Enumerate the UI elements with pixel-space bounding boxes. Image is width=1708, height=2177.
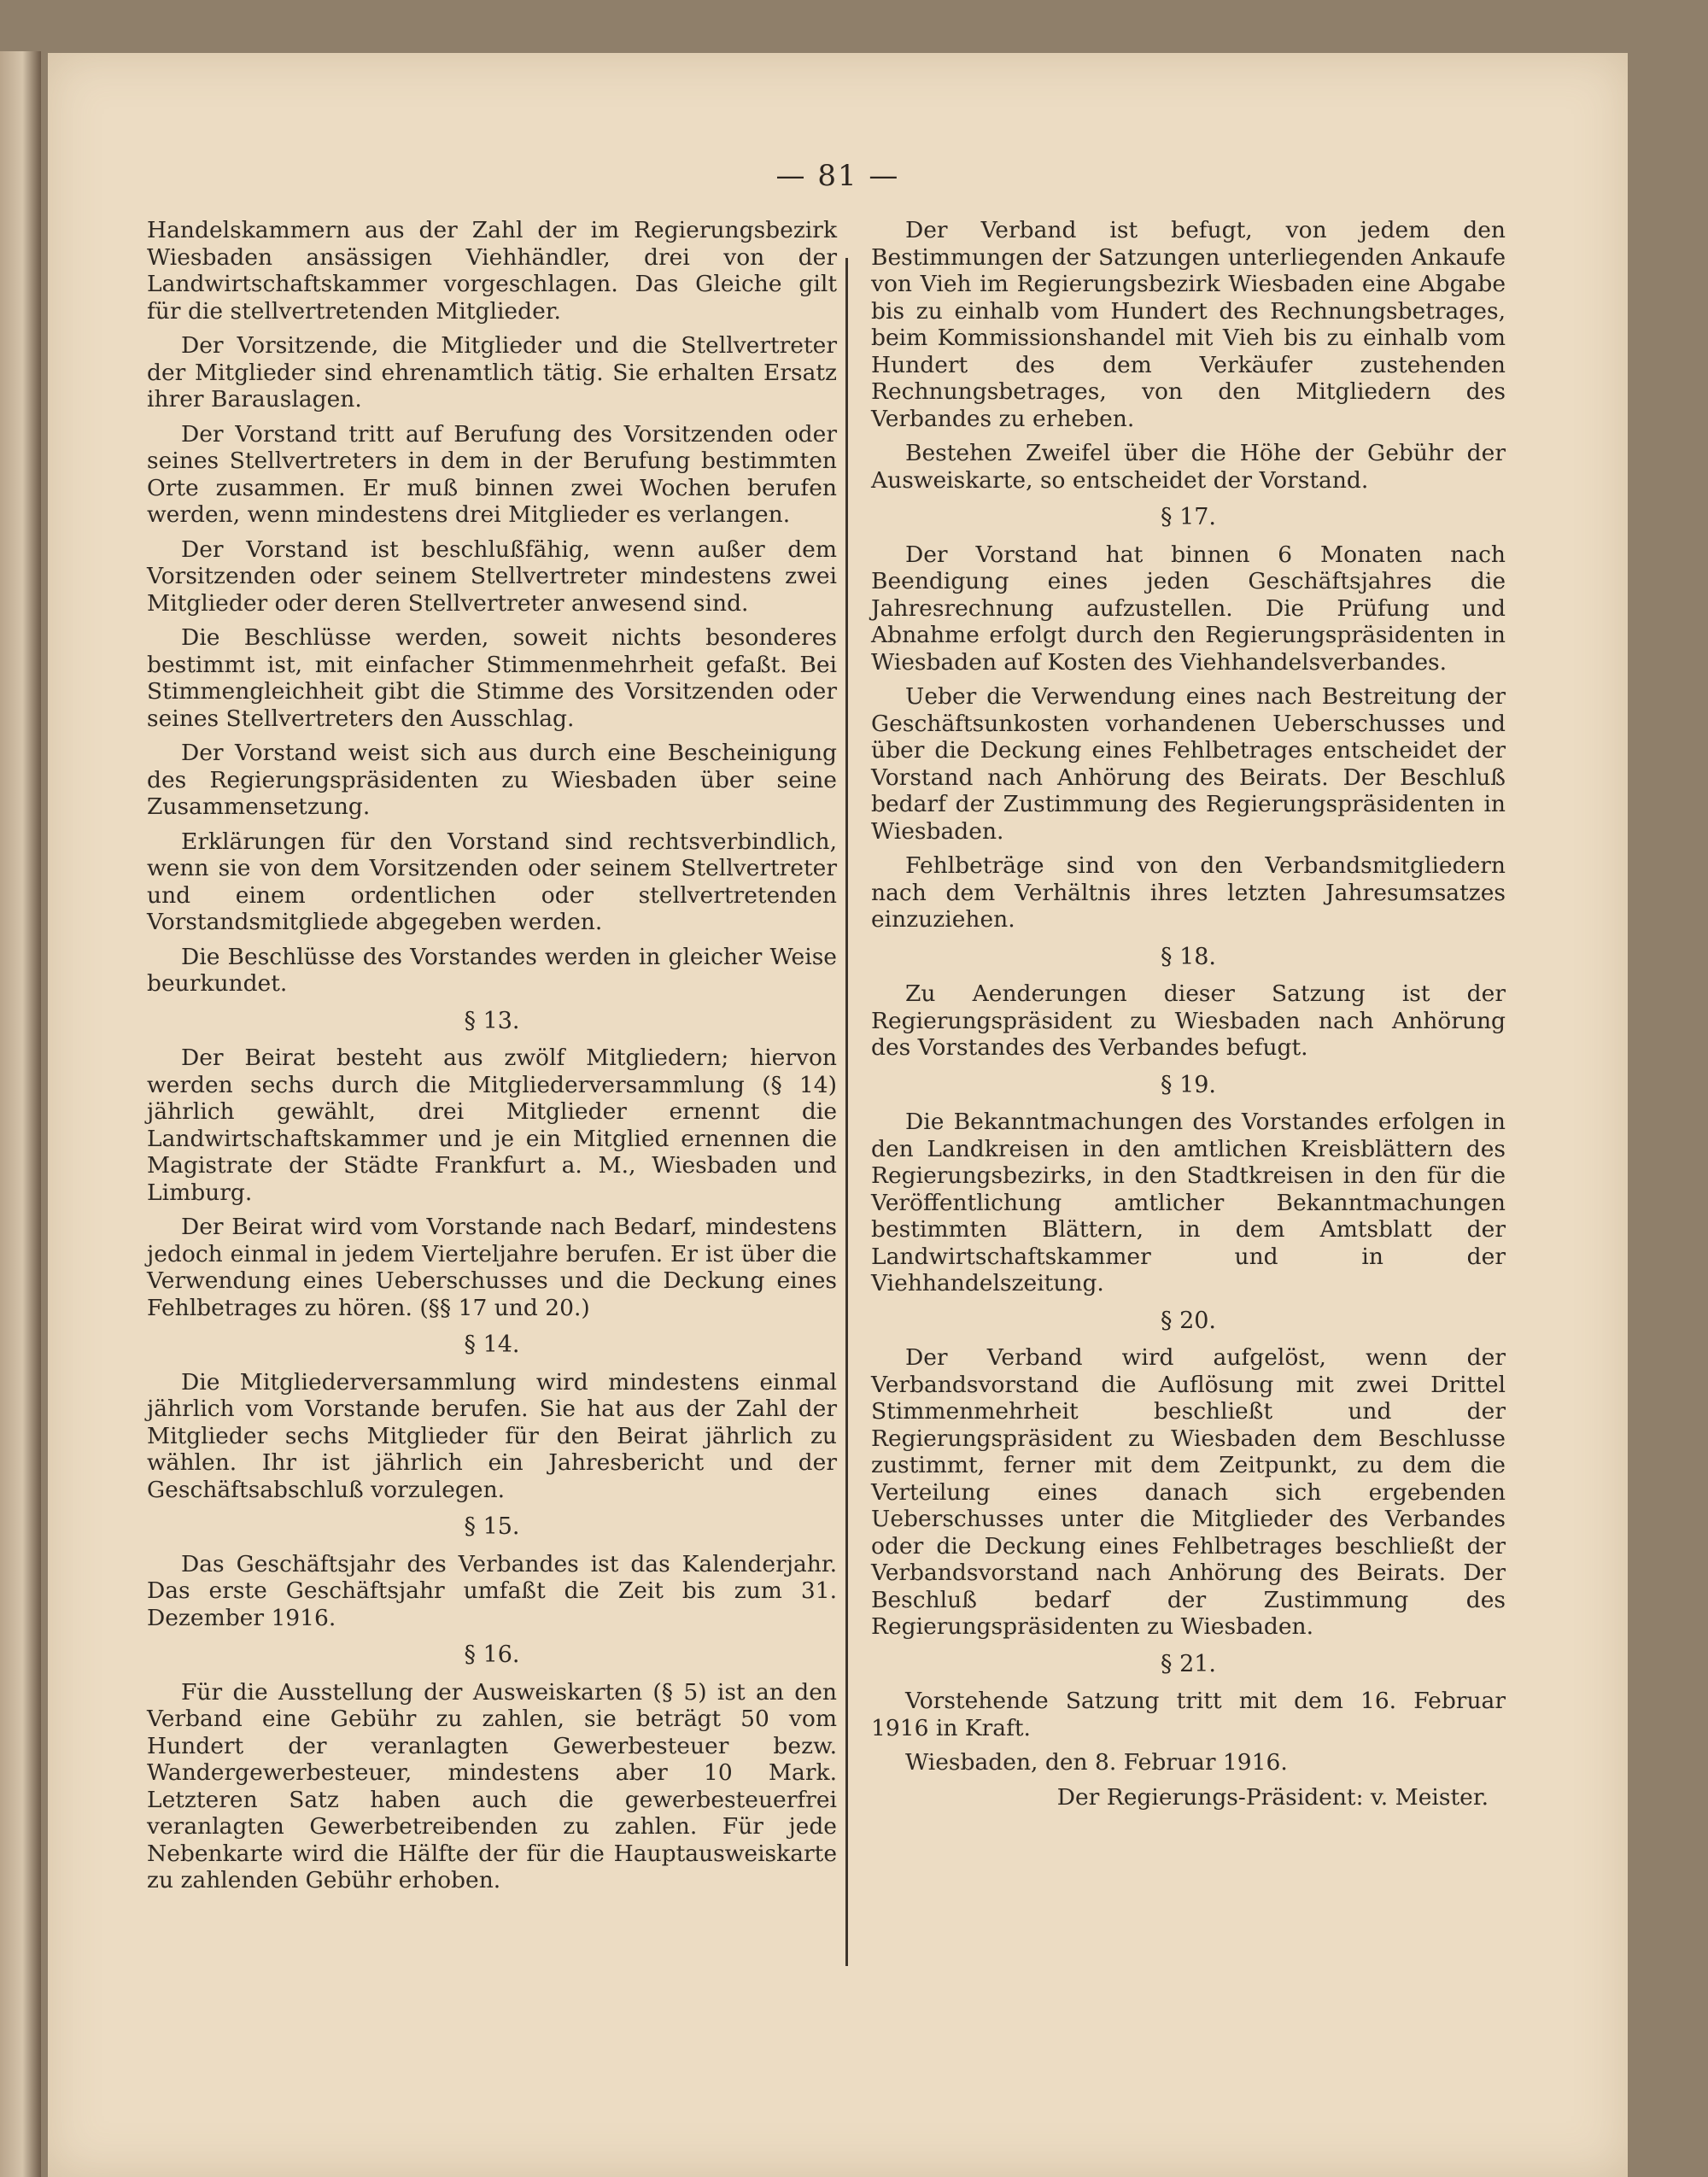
paragraph: Die Beschlüsse des Vorstandes werden in gleicher Weise beurkundet. bbox=[147, 943, 837, 997]
signature-date: Wiesbaden, den 8. Februar 1916. bbox=[905, 1749, 1288, 1776]
previous-page-edge bbox=[0, 51, 41, 2177]
signature-line: Der Regierungs-Präsident: v. Meister. bbox=[1056, 1783, 1489, 1811]
section-heading: § 13. bbox=[464, 1007, 520, 1034]
paragraph: Der Vorstand weist sich aus durch eine Bescheinigung des Regierungspräsidenten zu Wiesbaden über seine Zusammensetzung. bbox=[147, 740, 837, 820]
paragraph: Die Bekanntmachungen des Vorstandes erfolgen in den Landkreisen in den amtlichen Kreisblättern des Regierungsbezirks, in den Stadtkreisen in den für die Veröffentlichung amtlicher Bekanntmachungen bestimmten Blättern, in dem Amtsblatt der Landwirtschaftskammer und in der Viehhandelszeitung. bbox=[871, 1109, 1506, 1296]
right-column bbox=[871, 217, 1506, 1818]
section-heading: § 19. bbox=[1160, 1071, 1217, 1098]
paragraph: Bestehen Zweifel über die Höhe der Gebühr der Ausweiskarte, so entscheidet der Vorstand. bbox=[871, 440, 1506, 494]
paragraph-continued: Handelskammern aus der Zahl der im Regierungsbezirk Wiesbaden ansässigen Viehhändler, drei von der Landwirtschaftskammer vorgeschlagen. Das Gleiche gilt für die stellvertretenden Mitglieder. bbox=[147, 217, 837, 325]
document-page bbox=[48, 53, 1628, 2177]
paragraph: Die Beschlüsse werden, soweit nichts besonderes bestimmt ist, mit einfacher Stimmenmehrheit gefaßt. Bei Stimmengleichheit gibt die Stimme des Vorsitzenden oder seines Stellvertreters den Ausschlag. bbox=[147, 624, 837, 732]
paragraph: Der Vorstand ist beschlußfähig, wenn außer dem Vorsitzenden oder seinem Stellvertreter mindestens zwei Mitglieder oder deren Stellvertreter anwesend sind. bbox=[147, 535, 837, 617]
paragraph: Der Verband ist befugt, von jedem den Bestimmungen der Satzungen unterliegenden Ankaufe von Vieh im Regierungsbezirk Wiesbaden eine Abgabe bis zu einhalb vom Hundert des Rechnungsbetrages, beim Kommissionshandel mit Vieh bis zu einhalb vom Hundert des dem Verkäufer zustehenden Rechnungsbetrages, von den Mitgliedern des Verbandes zu erheben. bbox=[871, 217, 1506, 432]
paragraph: Der Beirat besteht aus zwölf Mitgliedern; hiervon werden sechs durch die Mitgliederversammlung (§ 14) jährlich gewählt, drei Mitglieder ernennt die Landwirtschaftskammer und je ein Mitglied ernennen die Magistrate der Städte Frankfurt a. M., Wiesbaden und Limburg. bbox=[147, 1045, 837, 1206]
paragraph: Für die Ausstellung der Ausweiskarten (§ 5) ist an den Verband eine Gebühr zu zahlen, sie beträgt 50 vom Hundert der veranlagten Gewerbesteuer bezw. Wandergewerbesteuer, mindestens aber 10 Mark. Letzteren Satz haben auch die gewerbesteuerfrei veranlagten Gewerbetreibenden zu zahlen. Für jede Nebenkarte wird die Hälfte der für die Hauptausweiskarte zu zahlenden Gebühr erhoben. bbox=[147, 1678, 837, 1893]
left-column bbox=[147, 217, 837, 1902]
paragraph: Der Verband wird aufgelöst, wenn der Verbandsvorstand die Auflösung mit zwei Drittel Stimmenmehrheit beschließt und der Regierungspräsident zu Wiesbaden dem Beschlusse zustimmt, ferner mit dem Zeitpunkt, zu dem die Verteilung eines danach sich ergebenden Ueberschusses unter die Mitglieder des Verbandes oder die Deckung eines Fehlbetrages beschließt der Verbandsvorstand nach Anhörung des Beirats. Der Beschluß bedarf der Zustimmung des Regierungspräsidenten zu Wiesbaden. bbox=[871, 1344, 1506, 1640]
section-heading: § 21. bbox=[1160, 1650, 1217, 1677]
page-number: — 81 — bbox=[775, 159, 900, 193]
paragraph: Zu Aenderungen dieser Satzung ist der Regierungspräsident zu Wiesbaden nach Anhörung des Vorstandes des Verbandes befugt. bbox=[871, 980, 1506, 1061]
paragraph: Der Beirat wird vom Vorstande nach Bedarf, mindestens jedoch einmal in jedem Vierteljahre berufen. Er ist über die Verwendung eines Ueberschusses und die Deckung eines Fehlbetrages zu hören. (§§ 17 und 20.) bbox=[147, 1214, 837, 1321]
paragraph: Der Vorstand hat binnen 6 Monaten nach Beendigung eines jeden Geschäftsjahres die Jahresrechnung aufzustellen. Die Prüfung und Abnahme erfolgt durch den Regierungspräsidenten in Wiesbaden auf Kosten des Viehhandelsverbandes. bbox=[871, 541, 1506, 676]
paragraph: Der Vorstand tritt auf Berufung des Vorsitzenden oder seines Stellvertreters in dem in der Berufung bestimmten Orte zusammen. Er muß binnen zwei Wochen berufen werden, wenn mindestens drei Mitglieder es verlangen. bbox=[147, 420, 837, 528]
paragraph: Fehlbeträge sind von den Verbandsmitgliedern nach dem Verhältnis ihres letzten Jahresumsatzes einzuziehen. bbox=[871, 852, 1506, 933]
paragraph: Das Geschäftsjahr des Verbandes ist das Kalenderjahr. Das erste Geschäftsjahr umfaßt die Zeit bis zum 31. Dezember 1916. bbox=[147, 1550, 837, 1631]
paragraph: Der Vorsitzende, die Mitglieder und die Stellvertreter der Mitglieder sind ehrenamtlich tätig. Sie erhalten Ersatz ihrer Barauslagen. bbox=[147, 332, 837, 413]
paragraph: Vorstehende Satzung tritt mit dem 16. Februar 1916 in Kraft. bbox=[871, 1688, 1506, 1741]
column-divider bbox=[845, 258, 848, 1966]
section-heading: § 16. bbox=[464, 1642, 520, 1668]
paragraph: Ueber die Verwendung eines nach Bestreitung der Geschäftsunkosten vorhandenen Ueberschusses und über die Deckung eines Fehlbetrages entscheidet der Vorstand nach Anhörung des Beirats. Der Beschluß bedarf der Zustimmung des Regierungspräsidenten in Wiesbaden. bbox=[871, 683, 1506, 845]
section-heading: § 15. bbox=[464, 1513, 520, 1540]
paragraph: Die Mitgliederversammlung wird mindestens einmal jährlich vom Vorstande berufen. Sie hat aus der Zahl der Mitglieder sechs Mitglieder für den Beirat jährlich zu wählen. Ihr ist jährlich ein Jahresbericht und der Geschäftsabschluß vorzulegen. bbox=[147, 1368, 837, 1503]
paragraph: Erklärungen für den Vorstand sind rechtsverbindlich, wenn sie von dem Vorsitzenden oder seinem Stellvertreter und einem ordentlichen oder stellvertretenden Vorstandsmitgliede abgegeben werden. bbox=[147, 828, 837, 935]
section-heading: § 14. bbox=[464, 1331, 520, 1358]
section-heading: § 20. bbox=[1160, 1307, 1217, 1334]
section-heading: § 18. bbox=[1160, 943, 1217, 970]
section-heading: § 17. bbox=[1160, 504, 1217, 530]
